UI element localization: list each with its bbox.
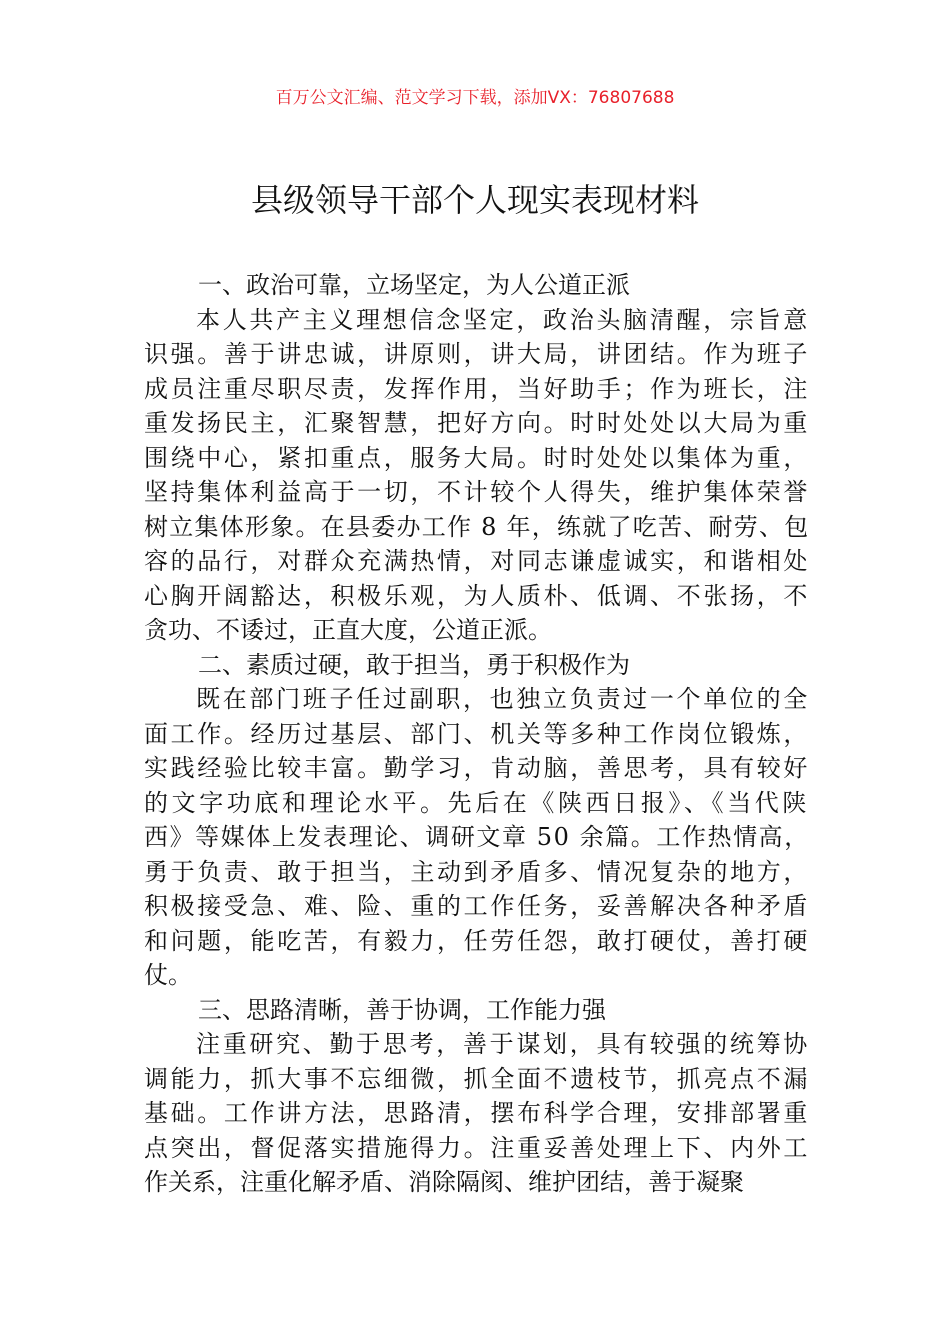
paragraph-line: 仗。 [144,961,192,989]
paragraph-line: 心胸开阔豁达，积极乐观，为人质朴、低调、不张扬，不 [144,581,810,610]
paragraph-line: 调能力，抓大事不忘细微，抓全面不遗枝节，抓亮点不漏 [144,1064,810,1093]
paragraph-line: 的文字功底和理论水平。先后在《陕西日报》、《当代陕 [144,788,810,817]
paragraph-line: 本人共产主义理想信念坚定，政治头脑清醒，宗旨意 [196,305,811,334]
paragraph-line: 作关系，注重化解矛盾、消除隔阂、维护团结，善于凝聚 [144,1168,744,1196]
paragraph-line: 和问题，能吃苦，有毅力，任劳任怨，敢打硬仗，善打硬 [144,926,810,955]
paragraph-line: 勇于负责、敢于担当，主动到矛盾多、情况复杂的地方， [144,857,810,886]
paragraph-line: 坚持集体利益高于一切，不计较个人得失，维护集体荣誉 [144,478,810,506]
paragraph-line: 围绕中心，紧扣重点，服务大局。时时处处以集体为重， [144,443,810,472]
watermark-text: 百万公文汇编、范文学习下载，添加VX：76807688 [275,88,675,108]
paragraph-line: 西》等媒体上发表理论、调研文章 50 余篇。工作热情高， [144,823,810,851]
paragraph-line: 重发扬民主，汇聚智慧，把好方向。时时处处以大局为重 [144,409,810,437]
section-heading: 二、素质过硬，敢于担当，勇于积极作为 [198,650,630,679]
paragraph-line: 识强。善于讲忠诚，讲原则，讲大局，讲团结。作为班子 [144,340,810,368]
paragraph-line: 注重研究、勤于思考，善于谋划，具有较强的统筹协 [196,1030,811,1058]
paragraph-line: 贪功、不诿过，正直大度，公道正派。 [144,616,552,644]
section-heading: 三、思路清晰，善于协调，工作能力强 [198,995,606,1024]
paragraph-line: 积极接受急、难、险、重的工作任务，妥善解决各种矛盾 [144,892,810,920]
paragraph-line: 点突出，督促落实措施得力。注重妥善处理上下、内外工 [144,1133,810,1162]
section-paragraph [144,682,810,993]
paragraph-line: 树立集体形象。在县委办工作 8 年，练就了吃苦、耐劳、包 [144,512,810,541]
section-paragraph [144,303,810,648]
paragraph-line: 既在部门班子任过副职，也独立负责过一个单位的全 [196,685,811,713]
paragraph-line: 容的品行，对群众充满热情，对同志谦虚诚实，和谐相处 [144,547,810,575]
paragraph-line: 成员注重尽职尽责，发挥作用，当好助手；作为班长，注 [144,374,810,403]
paragraph-line: 基础。工作讲方法，思路清，摆布科学合理，安排部署重 [144,1099,810,1127]
section-paragraph [144,1027,810,1200]
document-title: 县级领导干部个人现实表现材料 [250,181,699,219]
paragraph-line: 实践经验比较丰富。勤学习，肯动脑，善思考，具有较好 [144,754,810,782]
section-heading: 一、政治可靠，立场坚定，为人公道正派 [198,271,630,299]
paragraph-line: 面工作。经历过基层、部门、机关等多种工作岗位锻炼， [144,719,810,748]
document-body [144,268,810,1200]
